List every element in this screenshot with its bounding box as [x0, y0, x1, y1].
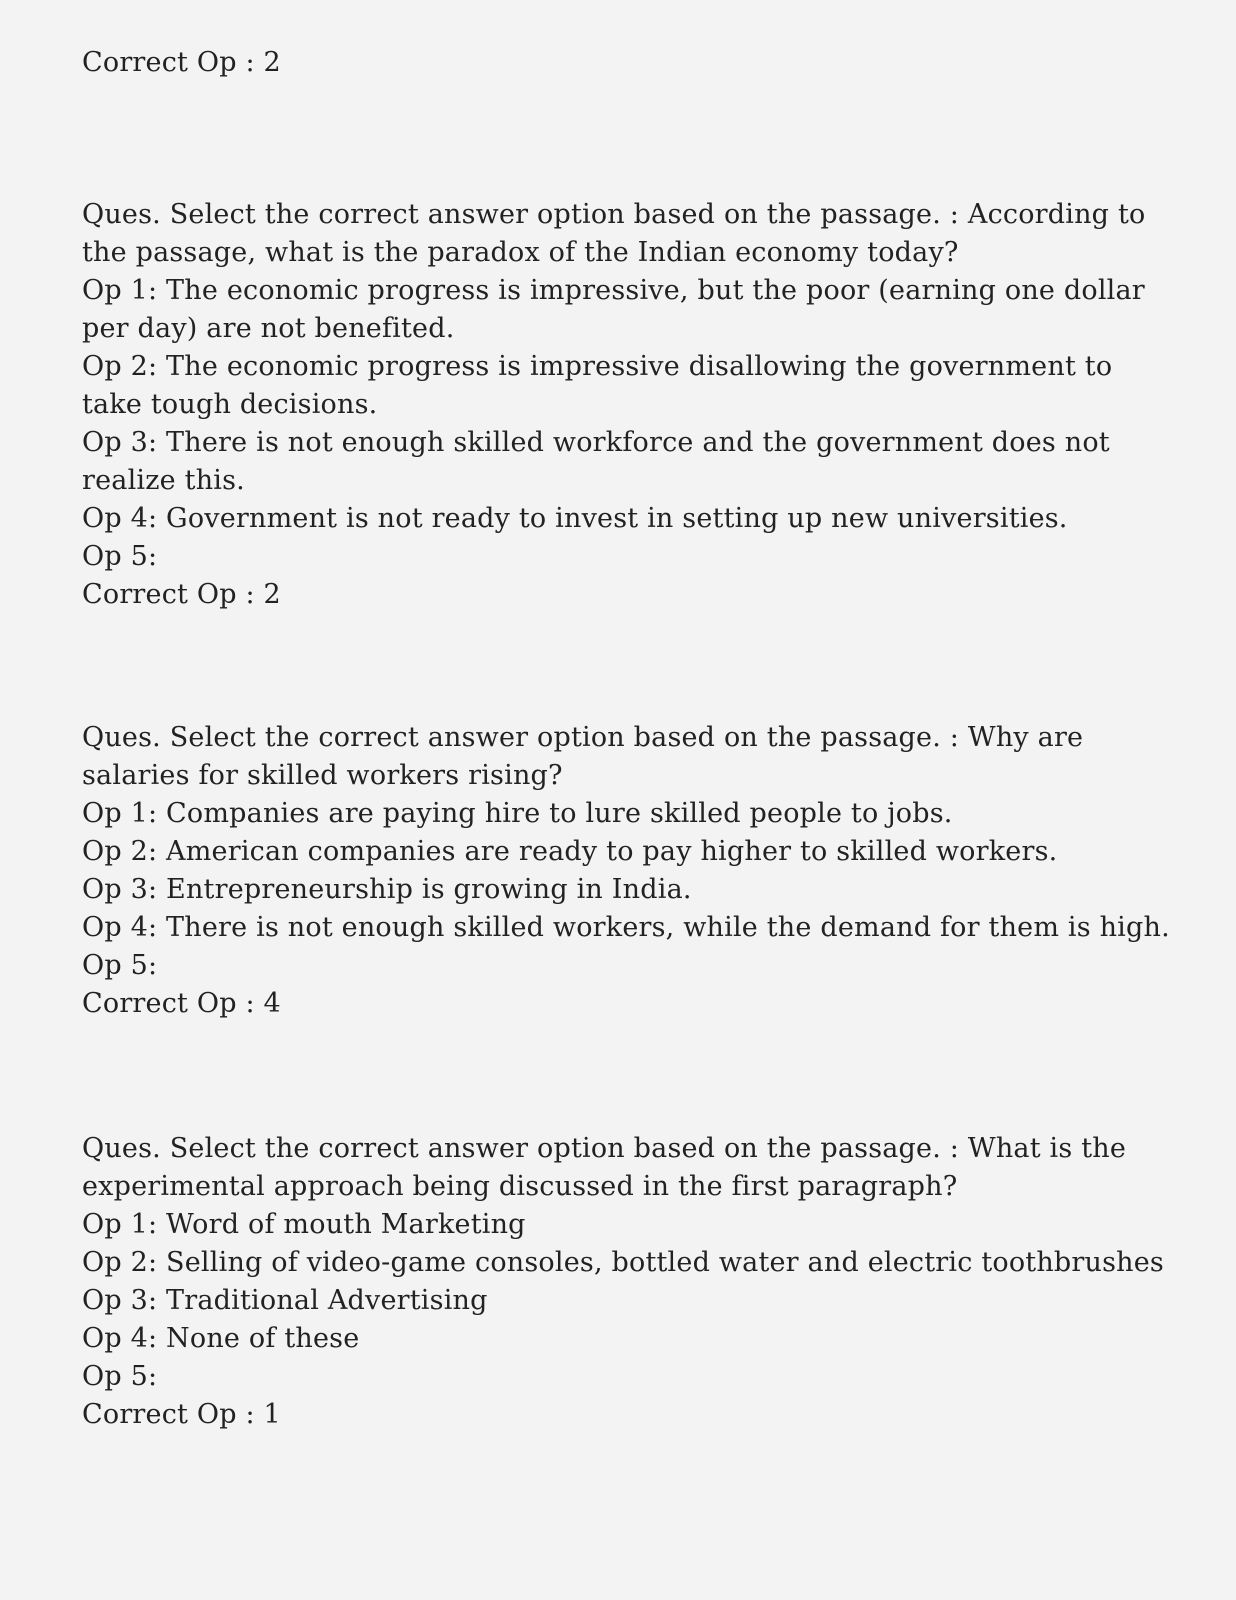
option-1: Op 1: Word of mouth Marketing: [82, 1209, 526, 1240]
option-4: Op 4: None of these: [82, 1323, 360, 1354]
option-5: Op 5:: [82, 950, 158, 981]
option-3: Op 3: Traditional Advertising: [82, 1285, 488, 1316]
option-4: Op 4: There is not enough skilled workers, while the demand for them is high.: [82, 912, 1170, 943]
correct-option: Correct Op : 4: [82, 988, 281, 1019]
option-3: Op 3: There is not enough skilled workforce and the government does not realize this.: [82, 427, 1119, 496]
question-text: Ques. Select the correct answer option based on the passage. : According to the passage, what is the paradox of the Indian economy today?: [82, 199, 1155, 268]
option-1: Op 1: Companies are paying hire to lure skilled people to jobs.: [82, 798, 953, 829]
question-block: [82, 196, 1172, 614]
previous-correct-option: Correct Op : 2: [82, 47, 281, 78]
correct-option: Correct Op : 2: [82, 579, 281, 610]
option-4: Op 4: Government is not ready to invest in setting up new universities.: [82, 503, 1068, 534]
question-text: Ques. Select the correct answer option based on the passage. : What is the experimental approach being discussed in the first paragraph?: [82, 1133, 1135, 1202]
correct-option: Correct Op : 1: [82, 1399, 281, 1430]
option-2: Op 2: Selling of video-game consoles, bottled water and electric toothbrushes: [82, 1247, 1164, 1278]
option-1: Op 1: The economic progress is impressive, but the poor (earning one dollar per day) are not benefited.: [82, 275, 1154, 344]
question-text: Ques. Select the correct answer option based on the passage. : Why are salaries for skilled workers rising?: [82, 722, 1093, 791]
question-block: [82, 719, 1172, 1023]
option-5: Op 5:: [82, 1361, 158, 1392]
option-3: Op 3: Entrepreneurship is growing in India.: [82, 874, 692, 905]
question-block: [82, 1130, 1172, 1434]
option-5: Op 5:: [82, 541, 158, 572]
option-2: Op 2: The economic progress is impressive disallowing the government to take tough decisions.: [82, 351, 1122, 420]
option-2: Op 2: American companies are ready to pay higher to skilled workers.: [82, 836, 1058, 867]
